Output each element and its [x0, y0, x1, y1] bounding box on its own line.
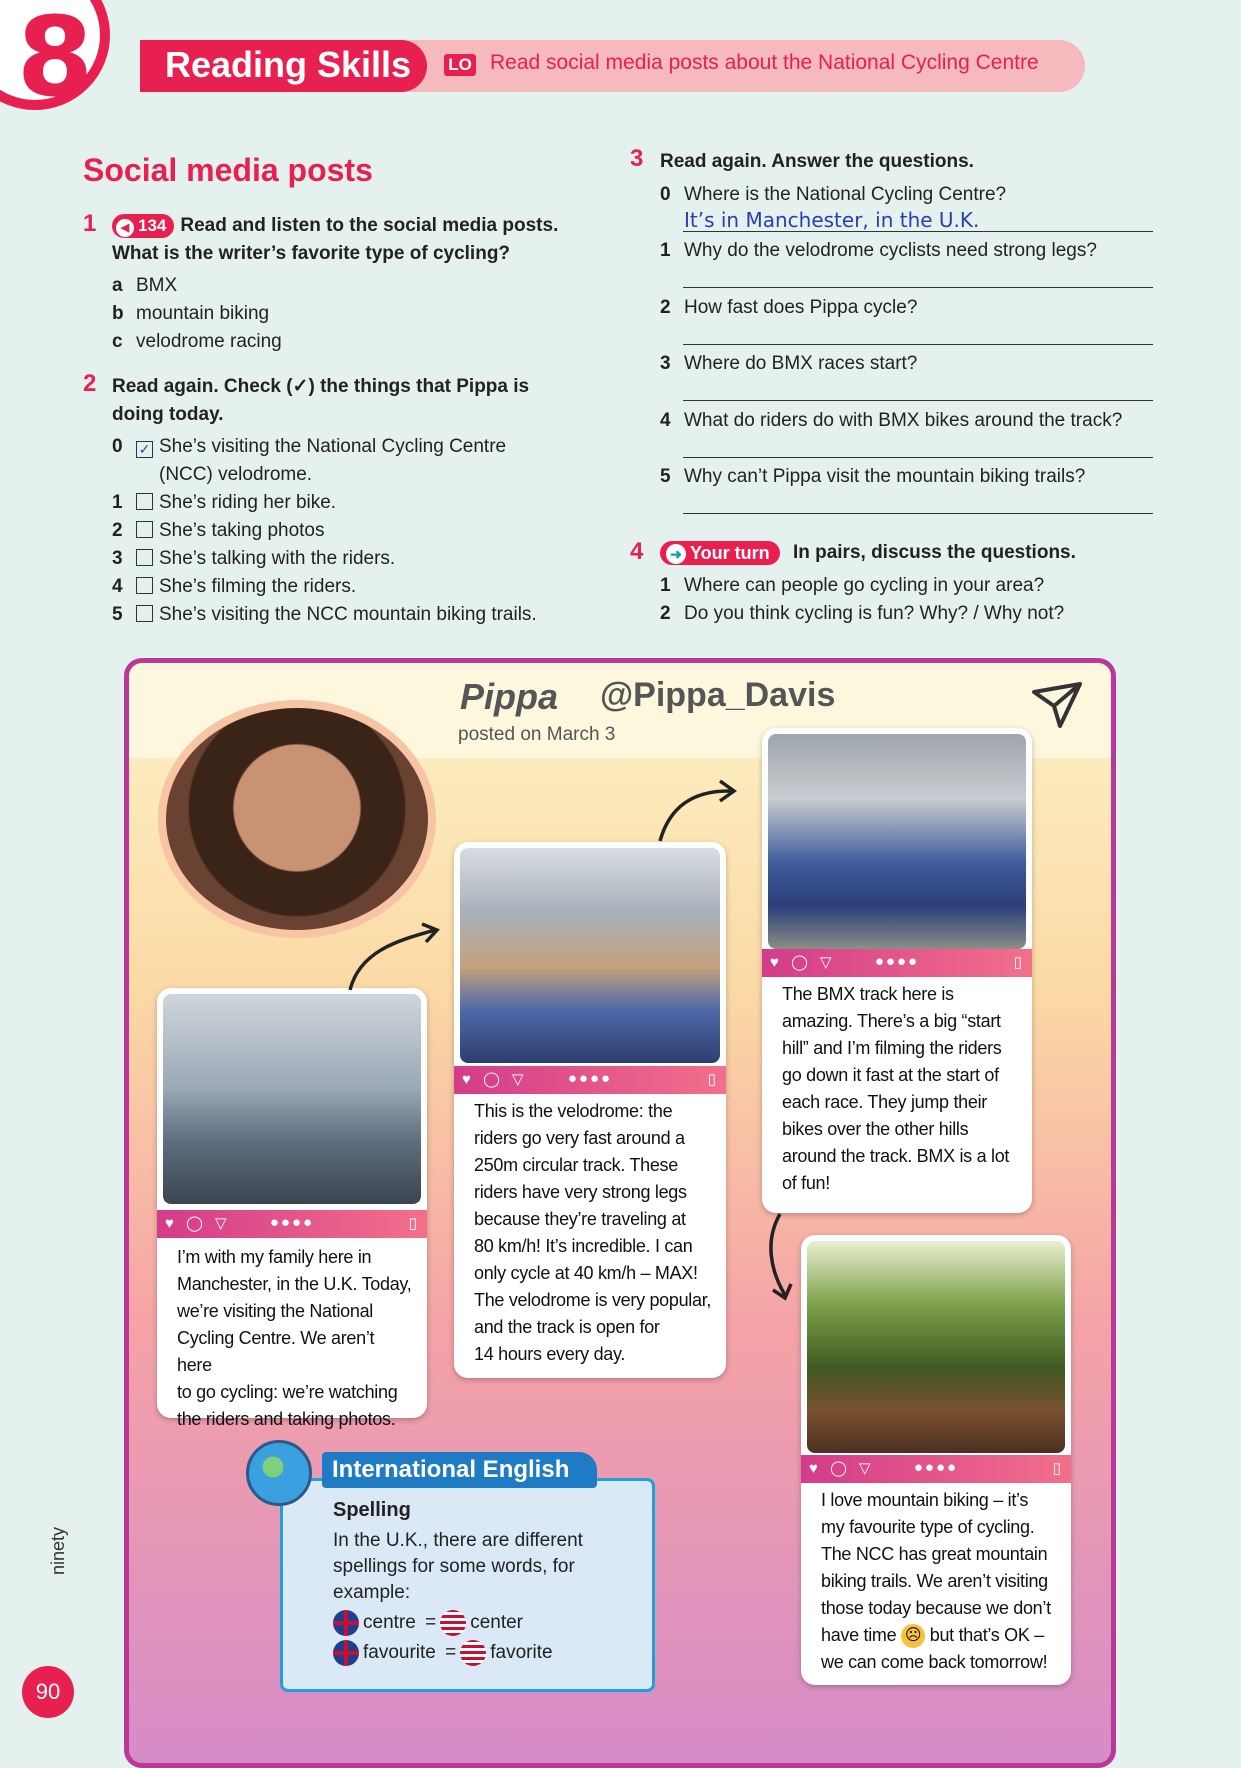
page-title: Reading Skills: [165, 44, 412, 85]
exercise-number: 3: [630, 145, 644, 172]
bookmark-icon[interactable]: ▯: [707, 1071, 716, 1088]
post-action-bar: [454, 1066, 726, 1094]
section-title: Social media posts: [83, 152, 373, 188]
carousel-dots[interactable]: ●●●●: [269, 1214, 315, 1231]
like-comment-share-icons[interactable]: ♥ ◯ ▽: [462, 1071, 528, 1088]
profile-name: Pippa: [460, 676, 559, 717]
option-item[interactable]: b mountain biking: [112, 303, 270, 324]
your-turn-badge: ➜ Your turn: [660, 541, 780, 565]
bookmark-icon[interactable]: ▯: [1013, 954, 1022, 971]
answer-line[interactable]: [683, 513, 1153, 514]
learning-objective: Read social media posts about the National Cycling Centre: [490, 51, 1039, 74]
check-item: 5 She’s visiting the NCC mountain biking trails.: [112, 604, 537, 625]
bookmark-icon[interactable]: ▯: [1052, 1460, 1061, 1477]
building-photo: [163, 994, 421, 1204]
spelling-pairs: [333, 1608, 553, 1668]
post-text: I’m with my family here in Manchester, in the U.K. Today, we’re visiting the National Cycling Centre. We aren’t here to go cycling: we’re watching the riders and taking photos.: [177, 1247, 412, 1429]
mountain-bike-photo: [807, 1241, 1065, 1453]
carousel-dots[interactable]: ●●●●: [567, 1070, 613, 1087]
answer-line[interactable]: [683, 287, 1153, 288]
checkbox[interactable]: [136, 549, 153, 566]
answer-line[interactable]: [683, 400, 1153, 401]
exercise-2-instruction: Read again. Check (✓) the things that Pippa is doing today.: [112, 376, 530, 425]
like-comment-share-icons[interactable]: ♥ ◯ ▽: [770, 954, 836, 971]
exercise-number: 2: [83, 370, 97, 397]
bookmark-icon[interactable]: ▯: [408, 1215, 417, 1232]
send-icon[interactable]: [1030, 680, 1085, 730]
avatar: [158, 700, 436, 938]
exercise-number: 4: [630, 538, 644, 565]
post-card: [454, 842, 726, 1378]
question: 2 Do you think cycling is fun? Why? / Why not?: [660, 603, 1065, 624]
exercise-number: 1: [83, 210, 97, 237]
spelling-body: In the U.K., there are different spellings for some words, for example:: [333, 1530, 583, 1603]
page-word: ninety: [48, 1526, 68, 1575]
exercise-1-instruction: ◀ 134 Read and listen to the social media posts. What is the writer’s favorite type of cycling?: [112, 215, 559, 264]
post-date: posted on March 3: [458, 724, 616, 745]
international-english-title: International English: [322, 1452, 597, 1488]
us-flag-icon: [460, 1640, 486, 1666]
check-item-continued: (NCC) velodrome.: [159, 464, 313, 485]
option-item[interactable]: c velodrome racing: [112, 331, 282, 352]
arrow-connector: [755, 1210, 805, 1305]
exercise-1-options: [112, 272, 282, 356]
check-item: 3 She’s talking with the riders.: [112, 548, 396, 569]
arrow-connector: [340, 920, 450, 995]
check-item: 4 She’s filming the riders.: [112, 576, 357, 597]
check-item: 2 She’s taking photos: [112, 520, 325, 541]
spelling-pair: favourite = favorite: [333, 1638, 553, 1668]
exercise-4-instruction: ➜ Your turn In pairs, discuss the questions.: [660, 539, 1076, 567]
bmx-photo: [768, 734, 1026, 949]
spelling-subtitle: Spelling: [333, 1499, 411, 1521]
post-card: [157, 988, 427, 1429]
post-text: I love mountain biking – it’s my favourite type of cycling. The NCC has great mountain biking trails. We aren’t visiting those today because we don’t have time ☹ but that’s OK – we can come back tomorrow!: [821, 1490, 1051, 1672]
question: 2 How fast does Pippa cycle?: [660, 297, 918, 318]
checkbox[interactable]: [136, 605, 153, 622]
check-item: 0 ✓ She’s visiting the National Cycling Centre: [112, 436, 507, 457]
answer-line: [683, 231, 1153, 232]
post-card: [801, 1235, 1071, 1685]
question: 5 Why can’t Pippa visit the mountain biking trails?: [660, 466, 1086, 487]
speaker-icon: ◀: [116, 219, 134, 237]
lo-badge: LO: [444, 54, 476, 76]
question: 4 What do riders do with BMX bikes around the track?: [660, 410, 1123, 431]
like-comment-share-icons[interactable]: ♥ ◯ ▽: [165, 1215, 231, 1232]
like-comment-share-icons[interactable]: ♥ ◯ ▽: [809, 1460, 875, 1477]
option-item[interactable]: a BMX: [112, 275, 178, 296]
carousel-dots[interactable]: ●●●●: [913, 1459, 959, 1476]
checkbox[interactable]: [136, 577, 153, 594]
unit-number: 8: [16, 0, 94, 121]
post-text: This is the velodrome: the riders go very fast around a 250m circular track. These riders have very strong legs because they’re traveling at 80 km/h! It’s incredible. I can only cycle at 40 km/h – MAX! The velodrome is very popular, and the track is open for 14 hours every day.: [474, 1101, 712, 1364]
page-number: 90: [22, 1666, 74, 1718]
uk-flag-icon: [333, 1610, 359, 1636]
answer-line[interactable]: [683, 344, 1153, 345]
question: 0 Where is the National Cycling Centre?: [660, 184, 1007, 205]
arrow-connector: [650, 775, 740, 847]
audio-track-button[interactable]: ◀ 134: [112, 214, 174, 238]
post-text: The BMX track here is amazing. There’s a big “start hill” and I’m filming the riders go down it fast at the start of each race. They jump their bikes over the other hills around the track. BMX is a lot of fun!: [782, 984, 1010, 1193]
check-item: 1 She’s riding her bike.: [112, 492, 337, 513]
question: 1 Why do the velodrome cyclists need strong legs?: [660, 240, 1097, 261]
profile-handle[interactable]: @Pippa_Davis: [600, 676, 836, 714]
checkbox[interactable]: [136, 493, 153, 510]
post-card: [762, 728, 1032, 1213]
question: 3 Where do BMX races start?: [660, 353, 918, 374]
post-action-bar: [762, 949, 1032, 977]
carousel-dots[interactable]: ●●●●: [874, 953, 920, 970]
checkbox[interactable]: [136, 521, 153, 538]
spelling-pair: centre = center: [333, 1608, 553, 1638]
exercise-3-instruction: Read again. Answer the questions.: [660, 151, 974, 172]
us-flag-icon: [440, 1610, 466, 1636]
sad-face-icon: ☹: [901, 1624, 925, 1648]
answer-line[interactable]: [683, 457, 1153, 458]
example-answer: It’s in Manchester, in the U.K.: [684, 208, 980, 232]
velodrome-photo: [460, 848, 720, 1063]
uk-flag-icon: [333, 1640, 359, 1666]
post-action-bar: [157, 1210, 427, 1238]
question: 1 Where can people go cycling in your area?: [660, 575, 1045, 596]
exercise-2-items: [112, 433, 632, 629]
post-action-bar: [801, 1455, 1071, 1483]
arrow-right-icon: ➜: [666, 544, 686, 564]
globe-icon: [246, 1440, 312, 1506]
checkbox[interactable]: ✓: [136, 441, 153, 458]
